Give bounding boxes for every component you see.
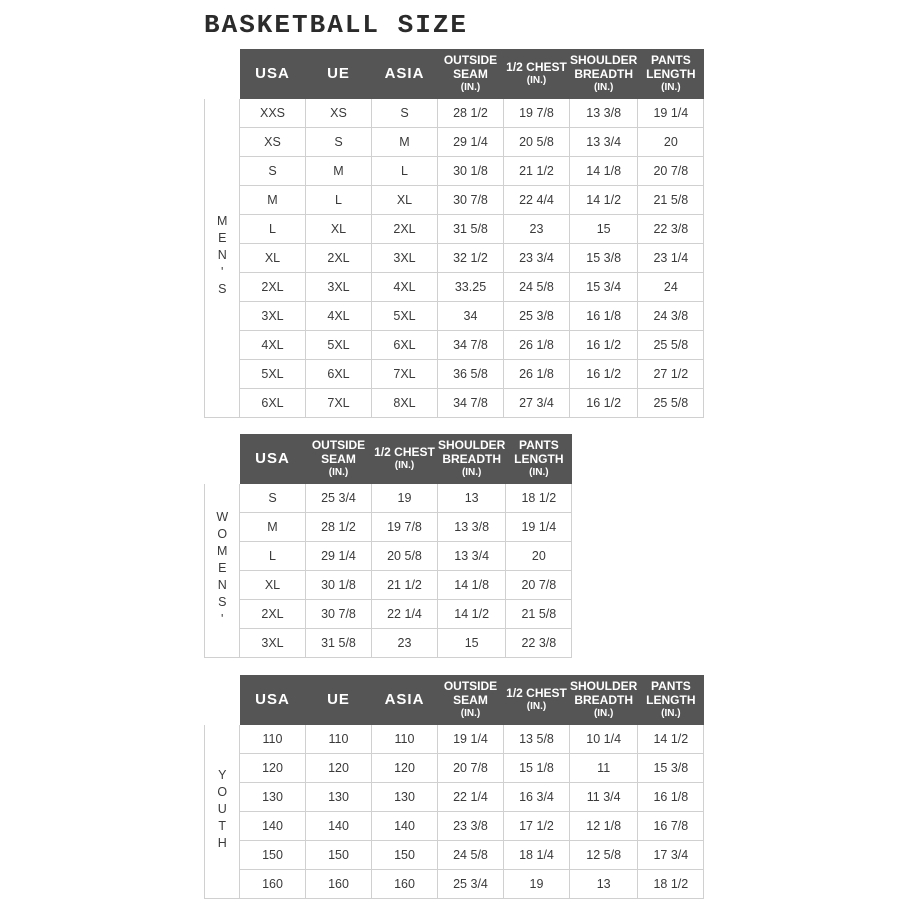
cell: 21 5/8 <box>506 600 572 629</box>
mens-size-table-block <box>204 49 704 418</box>
womens-group-label <box>205 484 240 658</box>
mens-group-label-text: MEN'S <box>215 214 230 299</box>
cell: 130 <box>372 783 438 812</box>
table-row <box>205 571 572 600</box>
cell: 16 1/2 <box>570 331 638 360</box>
table-row <box>205 600 572 629</box>
cell: 20 7/8 <box>638 157 704 186</box>
cell: 18 1/2 <box>638 870 704 899</box>
mens-header-half-chest-unit: (IN.) <box>526 75 547 87</box>
table-row <box>205 157 704 186</box>
cell: 24 <box>638 273 704 302</box>
cell: 15 3/8 <box>638 754 704 783</box>
cell: 19 7/8 <box>372 513 438 542</box>
womens-header-outside-seam <box>306 435 372 484</box>
cell: 150 <box>306 841 372 870</box>
cell: M <box>240 186 306 215</box>
cell: 16 7/8 <box>638 812 704 841</box>
cell: 16 3/4 <box>504 783 570 812</box>
cell: 13 <box>438 484 506 513</box>
cell: 140 <box>306 812 372 841</box>
cell: 22 3/8 <box>638 215 704 244</box>
cell: 24 5/8 <box>438 841 504 870</box>
cell: 110 <box>372 725 438 754</box>
mens-header-asia: ASIA <box>372 50 438 99</box>
cell: 28 1/2 <box>438 99 504 128</box>
table-row <box>205 725 704 754</box>
cell: 160 <box>306 870 372 899</box>
table-row <box>205 513 572 542</box>
cell: 7XL <box>372 360 438 389</box>
cell: 160 <box>372 870 438 899</box>
cell: 2XL <box>240 600 306 629</box>
cell: 30 1/8 <box>438 157 504 186</box>
womens-header-shoulder-breadth <box>438 435 506 484</box>
cell: 16 1/8 <box>570 302 638 331</box>
womens-header-shoulder-breadth-unit: (IN.) <box>461 467 482 479</box>
cell: 130 <box>306 783 372 812</box>
womens-header-pants-length <box>506 435 572 484</box>
table-row <box>205 331 704 360</box>
mens-table-head <box>205 50 704 99</box>
cell: XXS <box>240 99 306 128</box>
youth-header-outside-seam <box>438 676 504 725</box>
cell: 21 5/8 <box>638 186 704 215</box>
cell: 2XL <box>240 273 306 302</box>
cell: 4XL <box>306 302 372 331</box>
cell: 16 1/2 <box>570 389 638 418</box>
cell: 120 <box>306 754 372 783</box>
cell: 13 3/4 <box>570 128 638 157</box>
youth-size-table <box>204 675 704 899</box>
cell: 23 <box>372 629 438 658</box>
cell: 140 <box>372 812 438 841</box>
youth-header-shoulder-breadth-label: SHOULDER BREADTH <box>570 679 638 708</box>
cell: 25 3/8 <box>504 302 570 331</box>
youth-header-half-chest-unit: (IN.) <box>526 701 547 713</box>
cell: 16 1/8 <box>638 783 704 812</box>
cell: 13 3/4 <box>438 542 506 571</box>
youth-group-label-text: YOUTH <box>215 767 230 853</box>
cell: 30 7/8 <box>438 186 504 215</box>
womens-header-shoulder-breadth-label: SHOULDER BREADTH <box>438 438 506 467</box>
womens-size-table-block <box>204 434 572 658</box>
cell: 26 1/8 <box>504 331 570 360</box>
cell: 13 3/8 <box>438 513 506 542</box>
table-row <box>205 389 704 418</box>
cell: 13 <box>570 870 638 899</box>
cell: 7XL <box>306 389 372 418</box>
cell: 30 1/8 <box>306 571 372 600</box>
mens-table-body <box>205 99 704 418</box>
mens-header-outside-seam-label: OUTSIDE SEAM <box>443 53 498 82</box>
womens-header-usa: USA <box>240 435 306 484</box>
cell: 23 3/4 <box>504 244 570 273</box>
mens-header-shoulder-breadth <box>570 50 638 99</box>
cell: 24 3/8 <box>638 302 704 331</box>
cell: 27 3/4 <box>504 389 570 418</box>
mens-group-label <box>205 99 240 418</box>
womens-header-half-chest-label: 1/2 CHEST <box>374 445 435 460</box>
cell: 18 1/2 <box>506 484 572 513</box>
table-row <box>205 244 704 273</box>
mens-header-outside-seam-unit: (IN.) <box>460 82 481 94</box>
cell: 140 <box>240 812 306 841</box>
cell: 8XL <box>372 389 438 418</box>
cell: 28 1/2 <box>306 513 372 542</box>
cell: 17 3/4 <box>638 841 704 870</box>
cell: L <box>240 215 306 244</box>
table-row <box>205 870 704 899</box>
cell: S <box>306 128 372 157</box>
womens-corner-cell <box>205 435 240 484</box>
cell: 16 1/2 <box>570 360 638 389</box>
cell: 19 1/4 <box>638 99 704 128</box>
cell: 22 1/4 <box>438 783 504 812</box>
cell: 36 5/8 <box>438 360 504 389</box>
table-row <box>205 99 704 128</box>
cell: 5XL <box>372 302 438 331</box>
cell: 32 1/2 <box>438 244 504 273</box>
youth-header-pants-length <box>638 676 704 725</box>
cell: XL <box>240 244 306 273</box>
cell: L <box>306 186 372 215</box>
womens-size-table <box>204 434 572 658</box>
cell: 30 7/8 <box>306 600 372 629</box>
womens-group-label-text: WOMENS' <box>215 509 230 629</box>
cell: 19 1/4 <box>438 725 504 754</box>
cell: 11 3/4 <box>570 783 638 812</box>
table-row <box>205 360 704 389</box>
cell: XL <box>372 186 438 215</box>
cell: S <box>240 157 306 186</box>
cell: 150 <box>372 841 438 870</box>
youth-header-ue: UE <box>306 676 372 725</box>
cell: 17 1/2 <box>504 812 570 841</box>
womens-header-half-chest-unit: (IN.) <box>394 460 415 472</box>
table-row <box>205 542 572 571</box>
cell: 12 5/8 <box>570 841 638 870</box>
cell: 19 7/8 <box>504 99 570 128</box>
cell: 20 5/8 <box>504 128 570 157</box>
youth-header-shoulder-breadth <box>570 676 638 725</box>
cell: 18 1/4 <box>504 841 570 870</box>
cell: XL <box>240 571 306 600</box>
mens-header-pants-length-label: PANTS LENGTH <box>646 53 696 82</box>
table-row <box>205 215 704 244</box>
cell: 20 5/8 <box>372 542 438 571</box>
youth-header-outside-seam-label: OUTSIDE SEAM <box>443 679 498 708</box>
mens-header-shoulder-breadth-label: SHOULDER BREADTH <box>570 53 638 82</box>
cell: 14 1/8 <box>438 571 506 600</box>
youth-size-table-block <box>204 675 704 899</box>
cell: 14 1/2 <box>570 186 638 215</box>
womens-table-body <box>205 484 572 658</box>
cell: 34 7/8 <box>438 389 504 418</box>
cell: 33.25 <box>438 273 504 302</box>
cell: 21 1/2 <box>372 571 438 600</box>
cell: 2XL <box>372 215 438 244</box>
cell: 20 7/8 <box>438 754 504 783</box>
womens-header-pants-length-unit: (IN.) <box>529 467 549 479</box>
cell: 110 <box>306 725 372 754</box>
cell: 21 1/2 <box>504 157 570 186</box>
table-row <box>205 273 704 302</box>
cell: 19 <box>504 870 570 899</box>
cell: 3XL <box>306 273 372 302</box>
youth-table-head <box>205 676 704 725</box>
cell: 15 3/8 <box>570 244 638 273</box>
cell: 31 5/8 <box>438 215 504 244</box>
cell: 110 <box>240 725 306 754</box>
cell: 31 5/8 <box>306 629 372 658</box>
cell: 24 5/8 <box>504 273 570 302</box>
womens-header-pants-length-label: PANTS LENGTH <box>514 438 564 467</box>
cell: 29 1/4 <box>306 542 372 571</box>
cell: 4XL <box>240 331 306 360</box>
cell: 29 1/4 <box>438 128 504 157</box>
cell: 4XL <box>372 273 438 302</box>
cell: 25 3/4 <box>438 870 504 899</box>
mens-header-pants-length-unit: (IN.) <box>661 82 681 94</box>
cell: 23 1/4 <box>638 244 704 273</box>
cell: 3XL <box>240 302 306 331</box>
cell: 10 1/4 <box>570 725 638 754</box>
cell: 23 3/8 <box>438 812 504 841</box>
cell: M <box>306 157 372 186</box>
youth-header-half-chest-label: 1/2 CHEST <box>506 686 567 701</box>
youth-table-body <box>205 725 704 899</box>
cell: 6XL <box>306 360 372 389</box>
mens-header-shoulder-breadth-unit: (IN.) <box>593 82 614 94</box>
cell: 25 5/8 <box>638 331 704 360</box>
mens-header-half-chest <box>504 50 570 99</box>
cell: L <box>240 542 306 571</box>
cell: S <box>240 484 306 513</box>
womens-header-half-chest <box>372 435 438 484</box>
cell: 5XL <box>306 331 372 360</box>
mens-header-ue: UE <box>306 50 372 99</box>
womens-header-outside-seam-unit: (IN.) <box>328 467 349 479</box>
cell: 3XL <box>372 244 438 273</box>
youth-header-shoulder-breadth-unit: (IN.) <box>593 708 614 720</box>
cell: 120 <box>240 754 306 783</box>
cell: 6XL <box>372 331 438 360</box>
cell: 14 1/8 <box>570 157 638 186</box>
cell: 23 <box>504 215 570 244</box>
mens-header-outside-seam <box>438 50 504 99</box>
cell: 20 <box>638 128 704 157</box>
cell: 19 1/4 <box>506 513 572 542</box>
cell: L <box>372 157 438 186</box>
cell: 26 1/8 <box>504 360 570 389</box>
cell: 34 <box>438 302 504 331</box>
youth-header-pants-length-label: PANTS LENGTH <box>646 679 696 708</box>
cell: 13 3/8 <box>570 99 638 128</box>
cell: 22 1/4 <box>372 600 438 629</box>
womens-header-outside-seam-label: OUTSIDE SEAM <box>311 438 366 467</box>
youth-header-asia: ASIA <box>372 676 438 725</box>
cell: 120 <box>372 754 438 783</box>
cell: S <box>372 99 438 128</box>
cell: 25 5/8 <box>638 389 704 418</box>
cell: XS <box>240 128 306 157</box>
cell: 11 <box>570 754 638 783</box>
cell: 34 7/8 <box>438 331 504 360</box>
table-row <box>205 783 704 812</box>
cell: 15 <box>570 215 638 244</box>
table-row <box>205 812 704 841</box>
table-row <box>205 128 704 157</box>
cell: 22 3/8 <box>506 629 572 658</box>
cell: M <box>372 128 438 157</box>
cell: 20 <box>506 542 572 571</box>
youth-header-half-chest <box>504 676 570 725</box>
mens-header-usa: USA <box>240 50 306 99</box>
youth-header-outside-seam-unit: (IN.) <box>460 708 481 720</box>
mens-header-half-chest-label: 1/2 CHEST <box>506 60 567 75</box>
cell: XS <box>306 99 372 128</box>
cell: M <box>240 513 306 542</box>
cell: 5XL <box>240 360 306 389</box>
cell: 3XL <box>240 629 306 658</box>
table-row <box>205 484 572 513</box>
mens-size-table <box>204 49 704 418</box>
cell: 15 <box>438 629 506 658</box>
cell: XL <box>306 215 372 244</box>
cell: 12 1/8 <box>570 812 638 841</box>
cell: 14 1/2 <box>638 725 704 754</box>
cell: 14 1/2 <box>438 600 506 629</box>
table-row <box>205 629 572 658</box>
cell: 2XL <box>306 244 372 273</box>
table-row <box>205 754 704 783</box>
mens-corner-cell <box>205 50 240 99</box>
cell: 19 <box>372 484 438 513</box>
cell: 13 5/8 <box>504 725 570 754</box>
cell: 160 <box>240 870 306 899</box>
page-title: BASKETBALL SIZE <box>204 10 469 40</box>
cell: 130 <box>240 783 306 812</box>
mens-header-pants-length <box>638 50 704 99</box>
cell: 22 4/4 <box>504 186 570 215</box>
cell: 20 7/8 <box>506 571 572 600</box>
table-row <box>205 841 704 870</box>
table-row <box>205 302 704 331</box>
cell: 15 3/4 <box>570 273 638 302</box>
youth-header-usa: USA <box>240 676 306 725</box>
cell: 25 3/4 <box>306 484 372 513</box>
youth-group-label <box>205 725 240 899</box>
cell: 6XL <box>240 389 306 418</box>
youth-header-pants-length-unit: (IN.) <box>661 708 681 720</box>
cell: 15 1/8 <box>504 754 570 783</box>
womens-table-head <box>205 435 572 484</box>
cell: 150 <box>240 841 306 870</box>
cell: 27 1/2 <box>638 360 704 389</box>
youth-corner-cell <box>205 676 240 725</box>
table-row <box>205 186 704 215</box>
